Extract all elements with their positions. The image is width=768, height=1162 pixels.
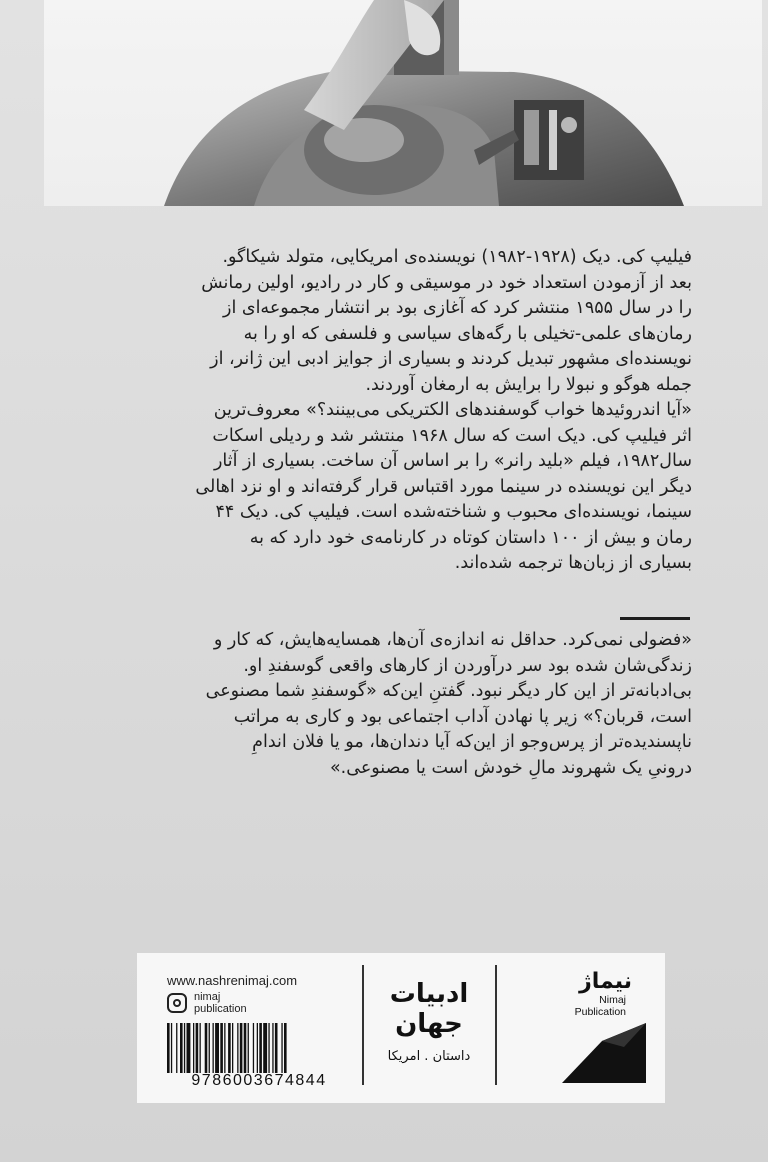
publisher-panel bbox=[137, 953, 665, 1103]
instagram-handle-line: nimaj bbox=[194, 991, 221, 1003]
cover-photo-robot bbox=[44, 0, 762, 206]
excerpt-line: درونیِ یک شهروند مالِ خودش است یا مصنوعی.» bbox=[329, 757, 692, 778]
section-divider bbox=[620, 617, 690, 620]
barcode-bar bbox=[187, 1023, 191, 1073]
bio-line: اثر فیلیپ کی. دیک است که سال ۱۹۶۸ منتشر شد و ردیلی اسکات bbox=[212, 425, 692, 446]
barcode-bar bbox=[205, 1023, 208, 1073]
barcode-bar bbox=[200, 1023, 201, 1073]
bio-line: را در سال ۱۹۵۵ منتشر کرد که آغازی بود بر انتشار مجموعه‌ای از bbox=[223, 298, 692, 318]
barcode-bar bbox=[248, 1023, 249, 1073]
publisher-logo-icon bbox=[562, 1023, 646, 1083]
bio-line: فیلیپ کی. دیک (۱۹۲۸-۱۹۸۲) نویسنده‌ی امریکایی، متولد شیکاگو. bbox=[222, 247, 692, 267]
panel-divider bbox=[362, 965, 364, 1085]
bio-line: «آیا اندروئیدها خواب گوسفندهای الکتریکی می‌بینند؟» معروف‌ترین bbox=[213, 400, 692, 420]
barcode-bar bbox=[268, 1023, 269, 1073]
barcode-bar bbox=[275, 1023, 278, 1073]
publisher-brand bbox=[522, 969, 632, 1018]
instagram-icon bbox=[167, 993, 187, 1013]
barcode-bar bbox=[176, 1023, 177, 1073]
bio-line: سینما، نویسنده‌ای محبوب و شناخته‌شده است. فیلیپ کی. دیک ۴۴ bbox=[215, 502, 692, 522]
book-excerpt bbox=[80, 628, 692, 781]
brand-name-en: Publication bbox=[574, 1006, 626, 1018]
bio-line: سال۱۹۸۲، فیلم «بلید رانر» را بر اساس آن ساخت. بسیاری از آثار bbox=[213, 451, 692, 471]
publisher-url[interactable]: www.nashrenimaj.com bbox=[167, 973, 298, 988]
barcode-bar bbox=[253, 1023, 254, 1073]
barcode-bar bbox=[232, 1023, 233, 1073]
brand-name-fa: نیماژ bbox=[579, 969, 632, 994]
bio-line: رمان و بیش از ۱۰۰ داستان کوتاه در کارنامه‌ی خود دارد که به bbox=[249, 527, 692, 548]
excerpt-line: بی‌ادبانه‌تر از این کار دیگر نبود. گفتنِ این‌که «گوسفندِ شما مصنوعی bbox=[205, 681, 692, 701]
barcode-bar bbox=[263, 1023, 267, 1073]
barcode-bar bbox=[180, 1023, 183, 1073]
barcode-bar bbox=[224, 1023, 225, 1073]
isbn-number: 9786003674844 bbox=[191, 1072, 327, 1089]
barcode-bar bbox=[244, 1023, 247, 1073]
barcode-bar bbox=[284, 1023, 287, 1073]
series-logo bbox=[373, 979, 485, 1064]
barcode-bar bbox=[259, 1023, 262, 1073]
excerpt-line: است، قربان؟» زیر پا نهادن آداب اجتماعی بود و کاری به مراتب bbox=[233, 706, 692, 727]
barcode-bar bbox=[171, 1023, 172, 1073]
bio-line: دیگر این نویسنده در سینما مورد اقتباس قرار گرفته‌اند و او نزد اهالی bbox=[195, 476, 692, 497]
barcode-bar bbox=[184, 1023, 185, 1073]
barcode-bar bbox=[193, 1023, 194, 1073]
barcode-bar bbox=[228, 1023, 231, 1073]
series-subtitle: داستان . امریکا bbox=[387, 1049, 471, 1064]
bio-line: رمان‌های علمی-تخیلی با رگه‌های سیاسی و فلسفی که او را به bbox=[243, 323, 692, 344]
panel-divider bbox=[495, 965, 497, 1085]
brand-name-en: Nimaj bbox=[599, 994, 626, 1006]
series-title: ادبیات bbox=[389, 979, 469, 1009]
barcode-bar bbox=[215, 1023, 219, 1073]
instagram-handle-line: publication bbox=[194, 1003, 247, 1015]
barcode-bar bbox=[237, 1023, 238, 1073]
barcode-bar bbox=[213, 1023, 214, 1073]
barcode-bar bbox=[220, 1023, 223, 1073]
bio-line: بعد از آزمودن استعداد خود در موسیقی و کار در رادیو، اولین رمانش bbox=[201, 272, 692, 293]
series-title: جهان bbox=[395, 1009, 463, 1039]
bio-line: بسیاری از زبان‌ها ترجمه شده‌اند. bbox=[454, 553, 692, 573]
bio-line: نویسنده‌ای مشهور تبدیل کردند و بسیاری از جوایز ادبی این ژانر، از bbox=[210, 349, 692, 369]
barcode-bar bbox=[272, 1023, 273, 1073]
barcode-bar bbox=[281, 1023, 282, 1073]
author-bio bbox=[80, 245, 692, 577]
isbn-barcode bbox=[165, 1023, 355, 1075]
barcode-bar bbox=[209, 1023, 210, 1073]
excerpt-line: ناپسندیده‌تر از پرس‌وجو از این‌که آیا دندان‌ها، مو یا فلان اندامِ bbox=[252, 732, 692, 752]
barcode-bar bbox=[167, 1023, 170, 1073]
excerpt-line: «فضولی نمی‌کرد. حداقل نه اندازه‌ی آن‌ها، همسایه‌هایش، که کار و bbox=[213, 630, 692, 650]
barcode-bar bbox=[196, 1023, 199, 1073]
excerpt-line: زندگی‌شان شده بود سر درآوردن از کارهای واقعی گوسفندِ او. bbox=[243, 655, 692, 676]
instagram-handle bbox=[194, 991, 247, 1015]
bio-line: جمله هوگو و نبولا را برایش به ارمغان آوردند. bbox=[365, 374, 692, 395]
barcode-bar bbox=[240, 1023, 243, 1073]
barcode-bar bbox=[257, 1023, 258, 1073]
